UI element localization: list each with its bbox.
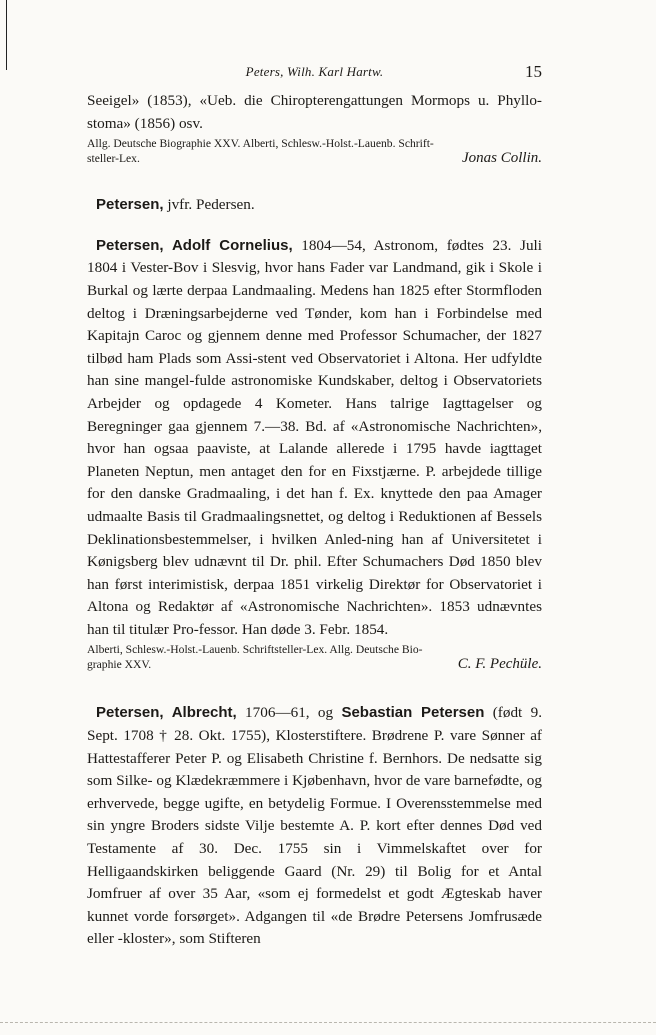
sources-line: Alberti, Schlesw.-Holst.-Lauenb. Schriftsteller-Lex. Allg. Deutsche Bio- [87, 643, 423, 657]
sources-line: steller-Lex. [87, 152, 140, 166]
entry-body [87, 235, 542, 642]
running-header [87, 60, 542, 90]
book-page [87, 60, 542, 951]
sources-line: graphie XXV. [87, 658, 152, 672]
author-signature: Jonas Collin. [461, 150, 542, 167]
entry-headword: Petersen, [96, 196, 164, 214]
page-number: 15 [525, 62, 542, 81]
page-edge-rule [0, 1022, 656, 1023]
entry-text: 1706—61, og [236, 704, 342, 722]
entry-body [87, 194, 542, 217]
entry-body: Seeigel» (1853), «Ueb. die Chiropterengattungen Mormops u. Phyllo-stoma» (1856) osv. [87, 92, 542, 132]
entry-headword: Petersen, Adolf Cornelius, [96, 236, 293, 254]
signature-row [87, 658, 542, 676]
entry-petersen-adolf-cornelius [87, 235, 542, 677]
signature-row [87, 152, 542, 170]
entry-petersen-crossref [87, 194, 542, 217]
author-signature: C. F. Pechüle. [457, 656, 542, 673]
entry-headword: Petersen, Albrecht, [96, 704, 237, 722]
entry-headword: Sebastian Petersen [341, 704, 485, 722]
entry-text: jvfr. Pedersen. [163, 196, 255, 214]
left-margin-rule [6, 0, 7, 70]
entry-peters-continuation [87, 90, 542, 170]
sources-line: Allg. Deutsche Biographie XXV. Alberti, Schlesw.-Holst.-Lauenb. Schrift- [87, 137, 434, 151]
entry-body [87, 702, 542, 951]
running-title: Peters, Wilh. Karl Hartw. [245, 64, 384, 79]
entry-petersen-albrecht [87, 702, 542, 951]
entry-text: (født 9. Sept. 1708 † 28. Okt. 1755), Klosterstiftere. Brødrene P. vare Sønner af Hattestafferer Peter P. og Elisabeth Christine f. Bernhors. De nedsatte sig som Silke- og Klædekræmmere i Kjøbenhavn, hvor de vare barnefødte, og erhvervede, begge ugifte, en betydelig Formue. I Overensstemmelse med sin yngre Broders sidste Vilje bestemte A. P. kort efter dennes Død ved Testamente af 30. Dec. 1755 sin i Vimmelskaftet over for Helligaandskirken beliggende Gaard (Nr. 29) til Bolig for et Antal Jomfruer af over 35 Aar, «som ej formedelst et godt Ægteskab haver kunnet vorde forsørget». Adgangen til «de Brødre Petersens Jomfrusæde eller -kloster», som Stifteren [87, 704, 542, 948]
entry-text: 1804—54, Astronom, fødtes 23. Juli 1804 i Vester-Bov i Slesvig, hvor hans Fader var Landmand, gik i Skole i Burkal og lærte derpaa Landmaaling. Medens han 1825 efter Stormfloden deltog i Dræningsarbejderne ved Tønder, kom han i Forbindelse med Kapitajn Caroc og gjennem denne med Professor Schumacher, der 1827 tilbød ham Plads som Assi-stent ved Observatoriet i Altona. Her udfyldte han sine mangel-fulde astronomiske Kundskaber, deltog i Observatoriets Arbejder og opdagede 4 Kometer. Hans talrige Iagttagelser og Beregninger gaa gjennem 7.—38. Bd. af «Astronomische Nachrichten», hvor han ogsaa paaviste, at Lalande allerede i 1795 havde iagttaget Planeten Neptun, men antaget den for en Fixstjærne. P. arbejdede tillige for den danske Gradmaaling, i det han f. Ex. knyttede den paa Amager udmaalte Basis til Gradmaalingsnettet, og deltog i Reduktionen af Bessels Deklinationsbestemmelser, i hvilken Anled-ning han af Universitetet i Kønigsberg blev udnævnt til Dr. phil. Efter Schumachers Død 1850 blev han først interimistisk, derpaa 1851 virkelig Direktør for Observatoriet i Altona og Redaktør af «Astronomische Nachrichten». 1853 udnævntes han til titulær Pro-fessor. Han døde 3. Febr. 1854. [87, 236, 542, 638]
